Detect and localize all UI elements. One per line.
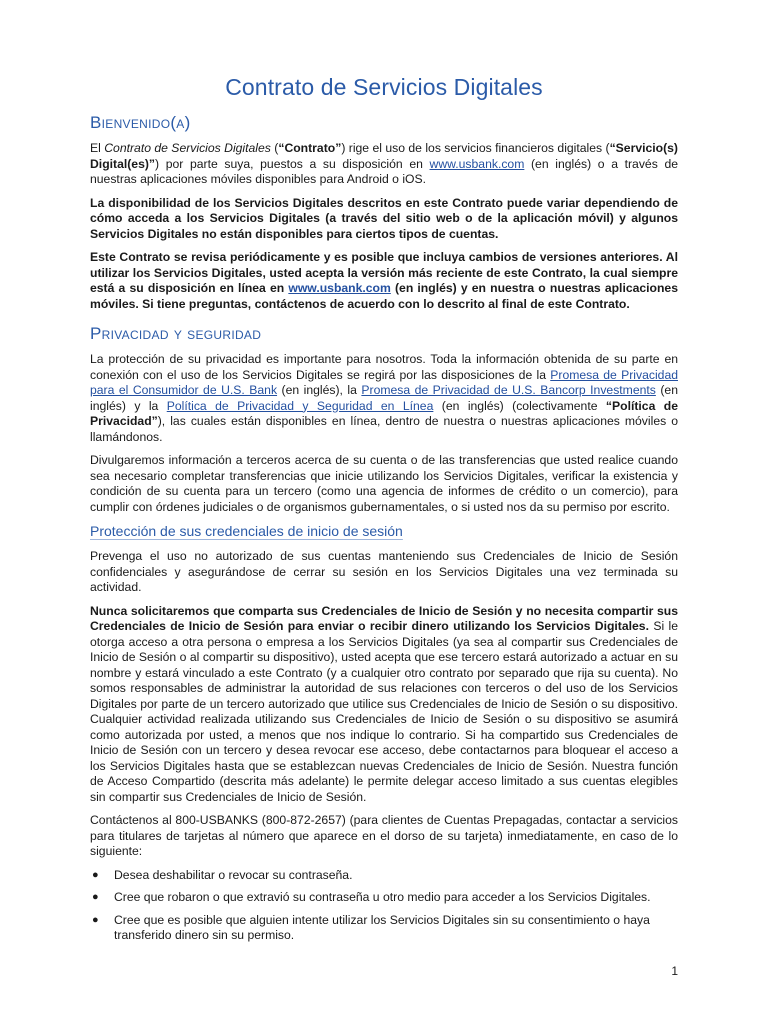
paragraph-contact: Contáctenos al 800-USBANKS (800-872-2657) (para clientes de Cuentas Prepagadas, contactar a servicios para titulares de tarjetas al número que aparece en el dorso de su tarjeta) inmediatamente, en caso de lo siguiente: [90, 813, 678, 858]
bullet-icon: ● [92, 913, 99, 926]
online-security-policy-link[interactable]: Política de Privacidad y Seguridad en Línea [166, 398, 434, 413]
page-number: 1 [671, 964, 678, 978]
subsection-heading-credenciales: Protección de sus credenciales de inicio de sesión [90, 523, 403, 539]
list-item: ● Cree que es posible que alguien intente utilizar los Servicios Digitales sin su consentimiento o haya transferido dinero sin su permiso. [92, 912, 650, 942]
section-heading-privacidad: Privacidad y seguridad [90, 324, 262, 343]
list-item: ● Cree que robaron o que extravió su contraseña u otro medio para acceder a los Servicios Digitales. [92, 890, 651, 904]
paragraph-revisions: Este Contrato se revisa periódicamente y es posible que incluya cambios de versiones anteriores. Al utilizar los Servicios Digitales, usted acepta la versión más reciente de este Contrato, la cual siempre está a su disposición en línea en www.usbank.com (en inglés) y en nuestra o nuestras aplicaciones móviles. Si tiene preguntas, contáctenos de acuerdo con lo descrito al final de este Contrato. [90, 250, 678, 311]
page-title: Contrato de Servicios Digitales [225, 74, 543, 100]
bullet-icon: ● [92, 868, 99, 881]
usbank-link[interactable]: www.usbank.com [429, 156, 525, 171]
bancorp-privacy-link[interactable]: Promesa de Privacidad de U.S. Bancorp Investments [361, 383, 656, 397]
contract-name: Contrato de Servicios Digitales [104, 141, 271, 155]
paragraph-availability: La disponibilidad de los Servicios Digitales descritos en este Contrato puede variar dependiendo de cómo acceda a los Servicios Digitales (a través del sitio web o de la aplicación móvil) y algunos Servicios Digitales no están disponibles para ciertos tipos de cuentas. [90, 195, 678, 241]
paragraph-prevent-use: Prevenga el uso no autorizado de sus cuentas manteniendo sus Credenciales de Inicio de Sesión confidenciales y asegurándose de cerrar su sesión en los Servicios Digitales una vez terminada su actividad. [90, 549, 678, 594]
paragraph-disclosure: Divulgaremos información a terceros acerca de su cuenta o de las transferencias que usted realice cuando sea necesario completar transferencias que inicie utilizando los Servicios Digitales, verificar la existencia y condición de su cuenta para un tercero (como una agencia de informes de crédito o un comercio), para cumplir con órdenes judiciales o de organismos gubernamentales, o si usted nos da su permiso por escrito. [90, 453, 678, 514]
paragraph-privacy: La protección de su privacidad es importante para nosotros. Toda la información obtenida de su parte en conexión con el uso de los Servicios Digitales se regirá por las disposiciones de la Promesa de Privacidad para el Consumidor de U.S. Bank (en inglés), la Promesa de Privacidad de U.S. Bancorp Investments (en inglés) y la Política de Privacidad y Seguridad en Línea (en inglés) (colectivamente “Política de Privacidad”), las cuales están disponibles en línea, dentro de nuestra o nuestras aplicaciones móviles o llamándonos. [90, 352, 678, 444]
list-item: ● Desea deshabilitar o revocar su contraseña. [92, 867, 353, 882]
paragraph-intro: El Contrato de Servicios Digitales (“Contrato”) rige el uso de los servicios financieros digitales (“Servicio(s) Digital(es)”) por parte suya, puestos a su disposición en www.usbank.com (en inglés) o a través de nuestras aplicaciones móviles disponibles para Android o iOS. [90, 141, 678, 186]
bullet-icon: ● [92, 891, 99, 903]
paragraph-credentials-sharing: Nunca solicitaremos que comparta sus Credenciales de Inicio de Sesión y no necesita compartir sus Credenciales de Inicio de Sesión para enviar o recibir dinero utilizando los Servicios Digitales. Si le otorga acceso a otra persona o empresa a los Servicios Digitales (ya sea al compartir sus Credenciales de Inicio de Sesión o al compartir su dispositivo), usted acepta que ese tercero estará autorizado a actuar en su nombre y estará vinculado a este Contrato (y a cualquier otro contrato por separado que rija su cuenta). No somos responsables de administrar la autoridad de sus relaciones con terceros o del uso de los Servicios Digitales por parte de un tercero autorizado que utilice sus Credenciales de Inicio de Sesión o su dispositivo. Cualquier actividad realizada utilizando sus Credenciales de Inicio de Sesión o su dispositivo se asumirá como autorizada por usted, a menos que nos indique lo contrario. Si ha compartido sus Credenciales de Inicio de Sesión con un tercero y desea revocar ese acceso, debe contactarnos para bloquear el acceso a los Servicios Digitales hasta que se establezcan nuevas Credenciales de Inicio de Sesión. Nuestra función de Acceso Compartido (descrita más adelante) le permite delegar acceso limitado a sus cuentas elegibles sin compartir sus Credenciales de Inicio de Sesión. [90, 603, 678, 804]
section-heading-bienvenido: Bienvenido(a) [90, 113, 191, 132]
bullet-list [90, 868, 678, 944]
usbank-link-2[interactable]: www.usbank.com [288, 281, 391, 295]
consumer-privacy-link[interactable]: Promesa de Privacidad para el Consumidor de U.S. Bank [90, 367, 678, 397]
